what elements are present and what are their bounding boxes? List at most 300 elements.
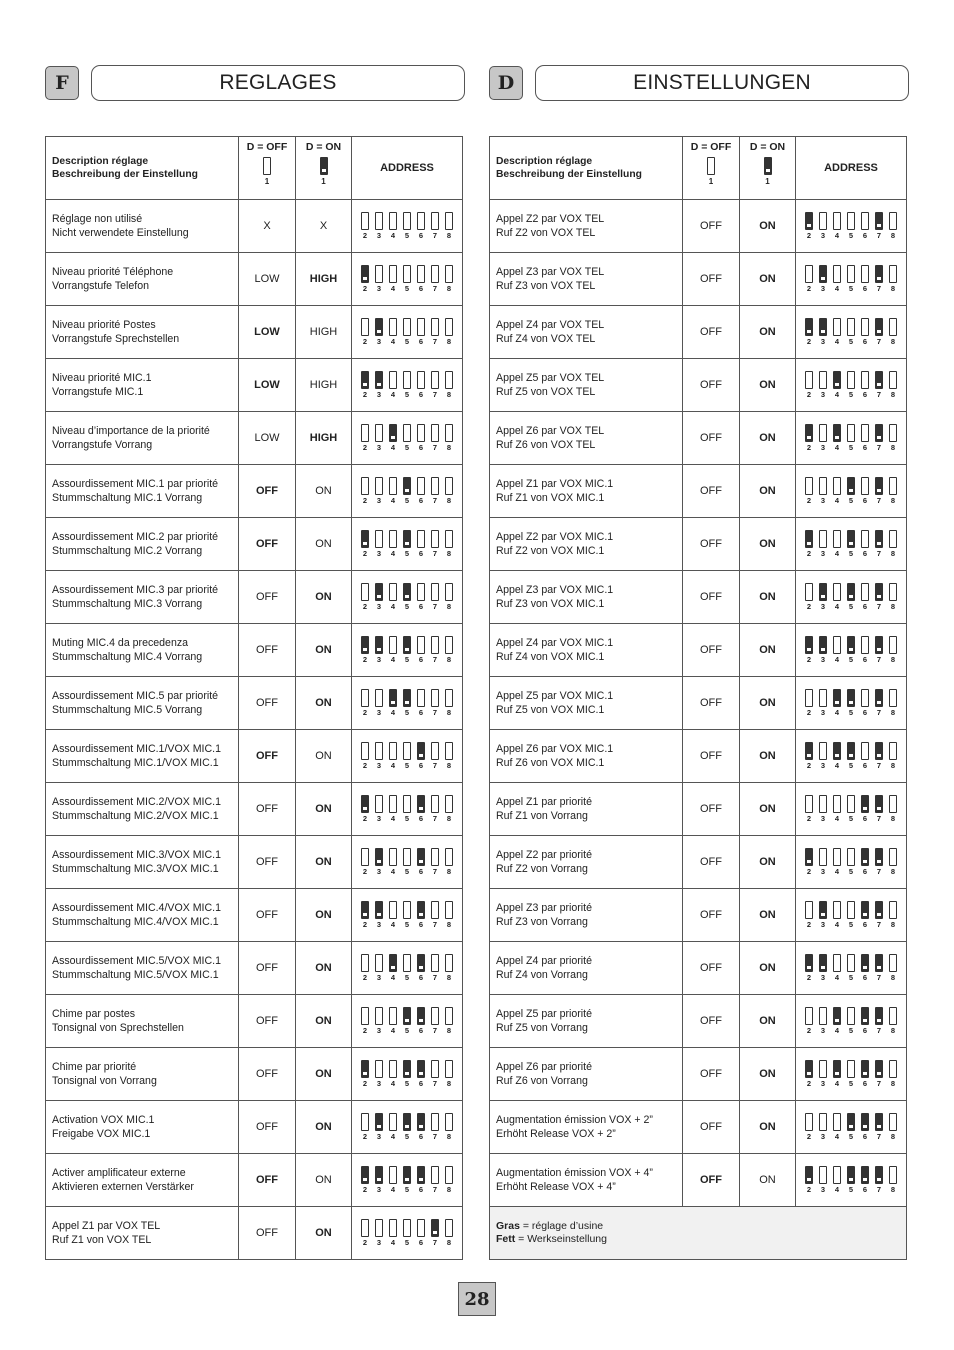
dip-position — [445, 318, 453, 346]
setting-label-fr: Appel Z5 par VOX TEL — [496, 372, 605, 384]
dip-number: 8 — [446, 284, 452, 293]
dip-position — [889, 371, 897, 399]
dip-position — [375, 1007, 383, 1035]
dip-number: 2 — [806, 708, 812, 717]
dip-switch-off-icon — [445, 689, 453, 707]
dip-position — [861, 795, 869, 823]
dip-number: 2 — [362, 761, 368, 770]
dip-number: 2 — [362, 867, 368, 876]
section-badge-f: F — [45, 66, 79, 100]
dip-number: 4 — [390, 867, 396, 876]
dip-number: 4 — [390, 390, 396, 399]
dip-number: 3 — [820, 549, 826, 558]
dip-position — [819, 1166, 827, 1194]
legend-line-fr — [496, 1220, 906, 1233]
dip-number: 3 — [376, 390, 382, 399]
dip-position — [403, 742, 411, 770]
dip-switch-on-icon — [375, 318, 383, 336]
dip-switch-on-icon — [833, 742, 841, 760]
dip-number: 6 — [862, 1185, 868, 1194]
dip-number: 5 — [848, 1132, 854, 1141]
dip-number: 6 — [418, 1238, 424, 1247]
dip-switch-on-icon — [861, 901, 869, 919]
dip-number: 8 — [890, 496, 896, 505]
dip-number: 6 — [418, 973, 424, 982]
dip-switch-on-icon — [389, 424, 397, 442]
dip-position — [375, 583, 383, 611]
dip-switch-off-icon — [889, 1166, 897, 1184]
table-row — [46, 730, 463, 783]
dip-number: 6 — [862, 231, 868, 240]
dip-number: 8 — [890, 708, 896, 717]
dip-position — [847, 1060, 855, 1088]
dip-switch-off-icon — [445, 212, 453, 230]
dip-number: 7 — [432, 761, 438, 770]
dip-switch-bank — [796, 371, 906, 399]
dip-position — [431, 1060, 439, 1088]
dip-number: 2 — [362, 655, 368, 664]
dip-number: 8 — [446, 1079, 452, 1088]
dip-number: 8 — [446, 1238, 452, 1247]
setting-description — [46, 1154, 239, 1207]
dip-number: 4 — [834, 602, 840, 611]
address-cell — [796, 571, 907, 624]
dip-position — [847, 371, 855, 399]
switch-body — [263, 157, 271, 175]
dip-switch-bank — [352, 1007, 462, 1035]
dip-switch-off-icon — [889, 530, 897, 548]
address-cell — [796, 942, 907, 995]
dip-switch-on-icon — [375, 583, 383, 601]
dip-position — [389, 1007, 397, 1035]
dip-switch-off-icon — [445, 1166, 453, 1184]
dip-number: 6 — [418, 708, 424, 717]
off-value: OFF — [683, 465, 740, 518]
dip-switch-bank — [796, 318, 906, 346]
dip-position — [847, 742, 855, 770]
dip-switch-on-icon — [875, 954, 883, 972]
off-value: OFF — [239, 889, 296, 942]
dip-position — [819, 424, 827, 452]
dip-position — [417, 1219, 425, 1247]
dip-position — [403, 583, 411, 611]
dip-switch-off-icon — [889, 795, 897, 813]
dip-number: 7 — [432, 1185, 438, 1194]
on-value: ON — [740, 1101, 796, 1154]
dip-position — [847, 265, 855, 293]
off-value: LOW — [239, 306, 296, 359]
dip-position — [875, 265, 883, 293]
dip-position — [819, 477, 827, 505]
dip-number: 2 — [362, 814, 368, 823]
dip-switch-off-icon — [861, 583, 869, 601]
dip-switch-off-icon — [819, 1007, 827, 1025]
setting-label-fr: Appel Z3 par VOX TEL — [496, 266, 605, 278]
dip-number: 5 — [404, 1079, 410, 1088]
dip-switch-bank — [352, 795, 462, 823]
dip-switch-off-icon — [375, 1219, 383, 1237]
dip-number: 5 — [404, 708, 410, 717]
dip-number: 4 — [834, 761, 840, 770]
dip-number: 5 — [848, 814, 854, 823]
dip-switch-bank — [796, 1113, 906, 1141]
dip-position — [819, 901, 827, 929]
dip-switch-on-icon — [417, 742, 425, 760]
dip-switch-on-icon — [375, 901, 383, 919]
dip-switch-off-icon — [833, 848, 841, 866]
table-row — [490, 783, 907, 836]
setting-description — [490, 518, 683, 571]
dip-switch-on-icon — [389, 689, 397, 707]
dip-number: 5 — [848, 655, 854, 664]
dip-switch-off-icon — [375, 742, 383, 760]
table-row — [46, 518, 463, 571]
dip-switch-off-icon — [889, 1113, 897, 1131]
dip-number: 8 — [446, 1185, 452, 1194]
dip-position — [389, 689, 397, 717]
dip-number: 8 — [890, 1026, 896, 1035]
dip-switch-off-icon — [889, 689, 897, 707]
dip-switch-on-icon — [403, 530, 411, 548]
dip-switch-off-icon — [833, 1113, 841, 1131]
dip-position — [389, 318, 397, 346]
dip-switch-off-icon — [361, 477, 369, 495]
dip-position — [417, 1007, 425, 1035]
dip-position — [361, 583, 369, 611]
dip-number: 4 — [834, 443, 840, 452]
dip-switch-on-icon — [361, 530, 369, 548]
off-value: OFF — [683, 783, 740, 836]
dip-number: 6 — [862, 814, 868, 823]
dip-number: 6 — [418, 496, 424, 505]
address-cell — [796, 995, 907, 1048]
dip-position — [833, 954, 841, 982]
dip-number: 4 — [834, 973, 840, 982]
dip-number: 5 — [848, 867, 854, 876]
setting-label-fr: Augmentation émission VOX + 4” — [496, 1167, 653, 1179]
dip-number: 5 — [848, 284, 854, 293]
dip-number: 6 — [862, 655, 868, 664]
setting-label-de: Ruf Z6 von Vorrang — [496, 1075, 588, 1087]
dip-number: 7 — [876, 231, 882, 240]
dip-switch-on-icon — [847, 1113, 855, 1131]
dip-position — [445, 848, 453, 876]
dip-switch-bank — [796, 424, 906, 452]
dip-switch-off-icon — [389, 742, 397, 760]
dip-number: 8 — [890, 973, 896, 982]
on-value: ON — [740, 1048, 796, 1101]
dip-number: 8 — [446, 920, 452, 929]
dip-number: 6 — [862, 549, 868, 558]
dip-switch-bank — [352, 636, 462, 664]
dip-switch-off-icon — [805, 583, 813, 601]
dip-position — [361, 742, 369, 770]
dip-number: 8 — [446, 761, 452, 770]
dip-number: 4 — [390, 1026, 396, 1035]
setting-label-fr: Appel Z2 par priorité — [496, 849, 592, 861]
dip-number: 7 — [432, 549, 438, 558]
dip-position — [361, 530, 369, 558]
dip-switch-on-icon — [875, 530, 883, 548]
dip-position — [375, 530, 383, 558]
dip-number: 3 — [376, 1079, 382, 1088]
dip-switch-off-icon — [375, 689, 383, 707]
address-cell — [352, 1101, 463, 1154]
dip-position — [445, 265, 453, 293]
dip-switch-on-icon — [875, 742, 883, 760]
setting-label-fr: Assourdissement MIC.3/VOX MIC.1 — [52, 849, 221, 861]
dip-position — [805, 689, 813, 717]
dip-number: 6 — [418, 231, 424, 240]
table-row — [490, 306, 907, 359]
settings-table-left — [45, 136, 463, 1260]
off-value: OFF — [683, 200, 740, 253]
dip-position — [361, 1219, 369, 1247]
dip-position — [889, 583, 897, 611]
setting-label-fr: Appel Z4 par VOX MIC.1 — [496, 637, 614, 649]
dip-switch-off-icon — [389, 901, 397, 919]
address-cell — [796, 677, 907, 730]
dip-switch-on-icon — [819, 901, 827, 919]
dip-position — [819, 1007, 827, 1035]
dip-position — [847, 689, 855, 717]
dip-number: 6 — [418, 1132, 424, 1141]
dip-position — [847, 901, 855, 929]
table-row — [490, 677, 907, 730]
dip-switch-off-icon — [847, 424, 855, 442]
dip-number: 2 — [806, 549, 812, 558]
dip-switch-off-icon — [805, 689, 813, 707]
dip-switch-off-icon — [445, 795, 453, 813]
dip-number: 6 — [418, 1079, 424, 1088]
dip-switch-bank — [352, 265, 462, 293]
dip-switch-off-icon — [889, 424, 897, 442]
dip-position — [375, 636, 383, 664]
dip-position — [833, 848, 841, 876]
dip-number: 2 — [806, 761, 812, 770]
address-cell — [796, 624, 907, 677]
dip-number: 6 — [862, 1026, 868, 1035]
dip-position — [833, 1166, 841, 1194]
dip-number: 4 — [834, 867, 840, 876]
dip-switch-off-icon — [847, 318, 855, 336]
on-value: ON — [296, 677, 352, 730]
setting-label-fr: Niveau priorité MIC.1 — [52, 372, 152, 384]
dip-position — [889, 265, 897, 293]
dip-number: 7 — [432, 814, 438, 823]
dip-number: 3 — [376, 496, 382, 505]
on-value: ON — [296, 889, 352, 942]
off-value: OFF — [239, 1048, 296, 1101]
dip-position — [431, 371, 439, 399]
dip-number: 2 — [806, 655, 812, 664]
dip-number: 6 — [418, 443, 424, 452]
dip-switch-on-icon — [361, 371, 369, 389]
dip-position — [375, 901, 383, 929]
dip-number: 8 — [890, 390, 896, 399]
dip-switch-off-icon — [445, 1007, 453, 1025]
dip-position — [375, 212, 383, 240]
legend-bold-de: Fett — [496, 1233, 516, 1245]
dip-position — [445, 795, 453, 823]
dip-position — [805, 1113, 813, 1141]
setting-description — [46, 359, 239, 412]
dip-switch-bank — [796, 954, 906, 982]
dip-switch-on-icon — [875, 424, 883, 442]
dip-switch-on-icon — [847, 477, 855, 495]
setting-label-de: Ruf Z2 von VOX MIC.1 — [496, 545, 605, 557]
dip-switch-off-icon — [431, 477, 439, 495]
dip-position — [431, 583, 439, 611]
dip-number: 6 — [862, 1079, 868, 1088]
setting-description — [490, 306, 683, 359]
dip-switch-off-icon — [445, 530, 453, 548]
dip-switch-on-icon — [403, 583, 411, 601]
header-on-label: D = ON — [305, 141, 342, 153]
dip-position — [833, 1007, 841, 1035]
dip-switch-on-icon — [875, 795, 883, 813]
dip-switch-off-icon — [847, 212, 855, 230]
dip-number: 3 — [376, 867, 382, 876]
address-cell — [796, 359, 907, 412]
dip-number: 8 — [890, 549, 896, 558]
table-row — [46, 1207, 463, 1260]
dip-switch-off-icon — [361, 848, 369, 866]
dip-position — [417, 848, 425, 876]
dip-switch-on-icon — [417, 1113, 425, 1131]
dip-position — [445, 477, 453, 505]
table-row — [490, 253, 907, 306]
dip-switch-off-icon — [819, 477, 827, 495]
dip-number: 8 — [446, 814, 452, 823]
dip-position — [847, 954, 855, 982]
dip-number: 7 — [432, 973, 438, 982]
address-cell — [796, 200, 907, 253]
dip-switch-on-icon — [833, 424, 841, 442]
setting-label-de: Stummschaltung MIC.4/VOX MIC.1 — [52, 916, 219, 928]
dip-position — [889, 1007, 897, 1035]
dip-switch-off-icon — [375, 1060, 383, 1078]
dip-position — [861, 424, 869, 452]
setting-description — [490, 359, 683, 412]
dip-position — [847, 1113, 855, 1141]
dip-number: 7 — [432, 443, 438, 452]
table-header-row — [490, 137, 907, 200]
off-value: OFF — [239, 995, 296, 1048]
setting-label-fr: Niveau priorité Postes — [52, 319, 156, 331]
dip-position — [375, 1060, 383, 1088]
dip-switch-bank — [352, 954, 462, 982]
dip-switch-off-icon — [819, 1113, 827, 1131]
dip-switch-off-icon — [445, 848, 453, 866]
dip-number: 7 — [876, 708, 882, 717]
dip-switch-off-icon — [861, 742, 869, 760]
dip-number: 5 — [848, 602, 854, 611]
dip-number: 2 — [362, 337, 368, 346]
dip-number: 5 — [404, 973, 410, 982]
dip-switch-off-icon — [417, 265, 425, 283]
dip-position — [389, 212, 397, 240]
dip-number: 4 — [390, 1238, 396, 1247]
on-value: ON — [296, 571, 352, 624]
dip-position — [889, 1060, 897, 1088]
dip-number: 2 — [362, 920, 368, 929]
dip-switch-bank — [352, 212, 462, 240]
table-row — [490, 624, 907, 677]
dip-position — [403, 371, 411, 399]
section-title-reglages: REGLAGES — [91, 65, 465, 101]
table-row — [46, 889, 463, 942]
dip-number: 8 — [446, 443, 452, 452]
dip-switch-off-icon — [847, 954, 855, 972]
dip-number: 7 — [432, 602, 438, 611]
dip-switch-off-icon — [445, 1060, 453, 1078]
dip-number: 6 — [862, 284, 868, 293]
dip-position — [375, 795, 383, 823]
off-value: OFF — [239, 1154, 296, 1207]
dip-number: 7 — [432, 390, 438, 399]
dip-position — [875, 318, 883, 346]
dip-number: 2 — [806, 867, 812, 876]
dip-number: 8 — [446, 337, 452, 346]
dip-number: 5 — [404, 443, 410, 452]
dip-switch-off-icon — [819, 212, 827, 230]
dip-number: 4 — [834, 1026, 840, 1035]
address-cell — [796, 465, 907, 518]
dip-switch-off-icon — [847, 848, 855, 866]
dip-switch-on-icon — [361, 636, 369, 654]
dip-number: 4 — [834, 390, 840, 399]
table-row — [46, 942, 463, 995]
dip-number: 3 — [820, 814, 826, 823]
dip-switch-off-icon — [389, 1060, 397, 1078]
dip-position — [861, 689, 869, 717]
dip-number: 6 — [418, 1185, 424, 1194]
dip-position — [403, 212, 411, 240]
table-row — [490, 1048, 907, 1101]
setting-label-de: Ruf Z4 von Vorrang — [496, 969, 588, 981]
dip-position — [861, 1113, 869, 1141]
address-cell — [352, 836, 463, 889]
on-value: HIGH — [296, 253, 352, 306]
dip-switch-off-icon — [861, 371, 869, 389]
dip-number: 7 — [876, 920, 882, 929]
dip-switch-bank — [352, 1113, 462, 1141]
dip-switch-off-icon — [417, 212, 425, 230]
dip-position — [833, 371, 841, 399]
setting-label-de: Tonsignal von Sprechstellen — [52, 1022, 184, 1034]
setting-label-de: Ruf Z3 von Vorrang — [496, 916, 588, 928]
dip-position — [375, 424, 383, 452]
dip-number: 2 — [806, 337, 812, 346]
dip-number: 7 — [432, 708, 438, 717]
setting-label-de: Stummschaltung MIC.1 Vorrang — [52, 492, 203, 504]
header-on — [740, 137, 796, 200]
dip-position — [847, 795, 855, 823]
dip-switch-off-icon — [361, 1007, 369, 1025]
settings-table-right — [489, 136, 907, 1260]
dip-position — [361, 848, 369, 876]
dip-number: 7 — [876, 761, 882, 770]
dip-position — [861, 318, 869, 346]
dip-position — [875, 848, 883, 876]
dip-number: 2 — [806, 231, 812, 240]
dip-switch-off-icon — [805, 1007, 813, 1025]
dip-switch-on-icon — [819, 318, 827, 336]
setting-label-de: Ruf Z6 von VOX MIC.1 — [496, 757, 605, 769]
off-value: OFF — [683, 1048, 740, 1101]
dip-number: 5 — [404, 1132, 410, 1141]
